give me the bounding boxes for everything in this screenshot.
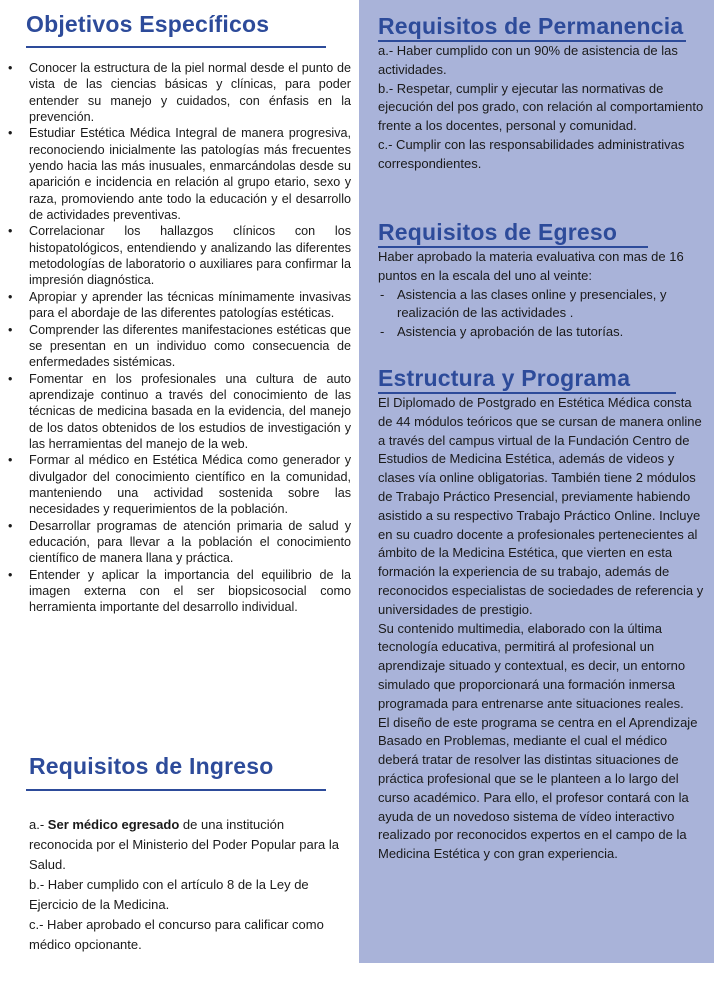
ingreso-body — [29, 815, 349, 955]
egreso-section — [378, 218, 704, 342]
objetivo-item: • Comprender las diferentes manifestaciones estéticas que se presentan en un individuo como consecuencia de enfermedades sistémicas. — [8, 322, 351, 371]
objetivo-item: • Formar al médico en Estética Médica como generador y divulgador del conocimiento científico en la comunidad, manteniendo una actividad sostenida sobre las necesidades y requerimientos de la población. — [8, 452, 351, 517]
estructura-section — [378, 364, 704, 864]
egreso-body — [378, 248, 704, 342]
objetivos-underline — [26, 46, 326, 48]
objetivos-title: Objetivos Específicos — [26, 11, 270, 37]
estructura-paragraph: El Diplomado de Postgrado en Estética Médica consta de 44 módulos teóricos que se cursan de manera online a través del campus virtual de la Fundación Centro de Estudios de Medicina Estética, además de videos y clases vía online obligatorias. También tiene 2 módulos de Trabajo Práctico Presencial, previamente habiendo asistido a su respectivo Trabajo Práctico Online. Incluye en su cuadro docente a profesionales pertenecientes al ámbito de la Medicina Estética, que vierten en esta formación la experiencia de su trabajo, además de reconocidos especialistas de sociedades de referencia y universidades de prestigio. — [378, 395, 704, 617]
permanencia-item: c.- Cumplir con las responsabilidades administrativas correspondientes. — [378, 136, 685, 171]
egreso-item: - Asistencia y aprobación de las tutorías. — [378, 323, 704, 342]
estructura-title: Estructura y Programa — [378, 365, 631, 391]
ingreso-item-b: b.- Haber cumplido con el artículo 8 de la Ley de Ejercicio de la Medicina. — [29, 877, 309, 912]
ingreso-underline — [26, 789, 326, 791]
objetivo-item: • Apropiar y aprender las técnicas mínimamente invasivas para el abordaje de las diferentes patologías estéticas. — [8, 289, 351, 322]
egreso-item: - Asistencia a las clases online y presenciales, y realización de las actividades . — [378, 286, 704, 324]
estructura-body — [378, 394, 704, 864]
estructura-paragraph: Su contenido multimedia, elaborado con la última tecnología educativa, permitirá al profesional un aprendizaje situado y contextual, es decir, un entorno simulado que proporcionará una formación inmersa programada para entrenarse ante situaciones reales. — [378, 620, 686, 711]
objetivo-item: • Fomentar en los profesionales una cultura de auto aprendizaje continuo a través del conocimiento de las técnicas de medicina basada en la evidencia, del manejo de los datos obtenidos de los estudios de investigación y las herramientas del manejo de la web. — [8, 371, 351, 453]
permanencia-title: Requisitos de Permanencia — [378, 13, 684, 39]
objetivos-list — [8, 60, 351, 616]
left-column — [0, 0, 352, 1000]
permanencia-item: b.- Respetar, cumplir y ejecutar las normativas de ejecución del pos grado, con relación al comportamiento frente a los docentes, personal y comunidad. — [378, 80, 704, 134]
permanencia-body — [378, 42, 704, 174]
ingreso-a-prefix: a.- — [29, 817, 48, 832]
egreso-intro: Haber aprobado la materia evaluativa con mas de 16 puntos en la escala del uno al veinte: — [378, 249, 684, 283]
permanencia-section — [378, 12, 704, 174]
ingreso-item-a — [29, 815, 349, 875]
right-panel — [359, 0, 714, 963]
objetivo-item: • Estudiar Estética Médica Integral de manera progresiva, reconociendo inicialmente las patologías más frecuentes yendo hacia las más inusuales, enmarcándolas desde su aparición e incidencia en relación al grupo etario, sexo y raza, promoviendo ante todo la educación y el desarrollo de actividades preventivas. — [8, 125, 351, 223]
ingreso-item-c: c.- Haber aprobado el concurso para calificar como médico opcionante. — [29, 917, 324, 952]
ingreso-a-rest: de una institución reconocida por el Ministerio del Poder Popular para la Salud. — [29, 817, 340, 872]
objetivo-item: • Conocer la estructura de la piel normal desde el punto de vista de las ciencias básicas y clínicas, para poder entender su manejo y cuidados, con énfasis en la prevención. — [8, 60, 351, 125]
egreso-list — [378, 286, 704, 342]
objetivo-item: • Entender y aplicar la importancia del equilibrio de la imagen externa con el ser biopsicosocial como herramienta importante del desarrollo individual. — [8, 567, 351, 616]
objetivo-item: • Correlacionar los hallazgos clínicos con los histopatológicos, entendiendo y analizando las diferentes metodologías de laboratorio o auxiliares para confirmar la impresión diagnóstica. — [8, 223, 351, 288]
estructura-paragraph: El diseño de este programa se centra en el Aprendizaje Basado en Problemas, mediante el cual el médico deberá tratar de resolver las distintas situaciones de práctica profesional que se le planteen a lo largo del curso académico. Para ello, el profesor contará con la ayuda de un novedoso sistema de vídeo interactivo realizado por reconocidos expertos en el campo de la Medicina Estética y con gran experiencia. — [378, 714, 698, 862]
objetivo-item: • Desarrollar programas de atención primaria de salud y educación, para llevar a la población el conocimiento científico de manera llana y práctica. — [8, 518, 351, 567]
egreso-title: Requisitos de Egreso — [378, 219, 618, 245]
permanencia-item: a.- Haber cumplido con un 90% de asistencia de las actividades. — [378, 43, 678, 77]
ingreso-a-bold: Ser médico egresado — [47, 817, 180, 832]
ingreso-title: Requisitos de Ingreso — [29, 753, 274, 779]
